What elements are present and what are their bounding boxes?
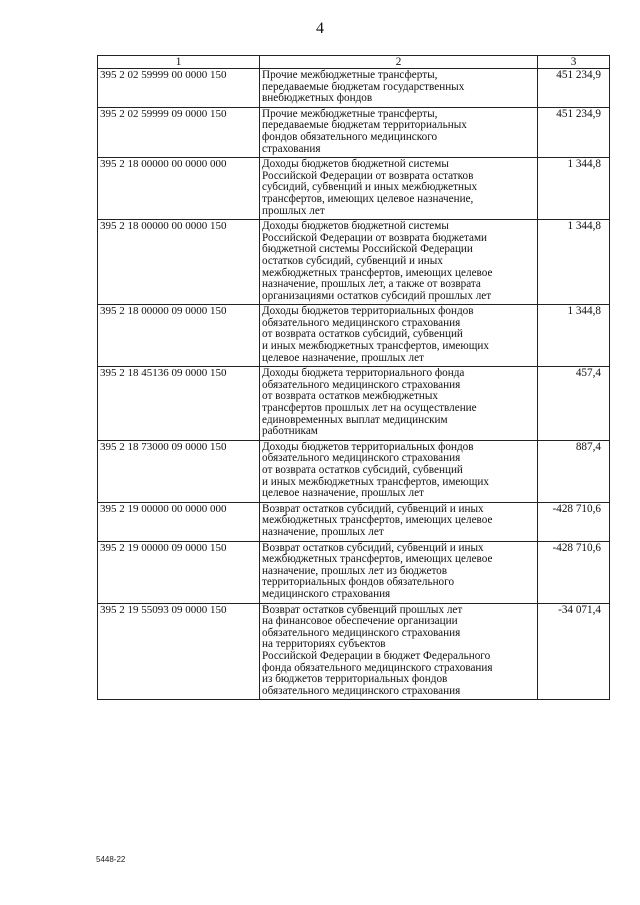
row-name: Доходы бюджета территориального фонда обязательного медицинского страхования от возврата остатков межбюджетных трансфертов прошлых лет на осуществление единовременных выплат медицинским работникам [260, 367, 538, 441]
row-code: 395 2 02 59999 09 0000 150 [98, 107, 260, 157]
column-header-code: 1 [98, 56, 260, 69]
row-amount: -428 710,6 [538, 502, 610, 541]
column-header-amount: 3 [538, 56, 610, 69]
table-row [98, 305, 610, 367]
row-code: 395 2 02 59999 00 0000 150 [98, 69, 260, 108]
header-row [98, 56, 610, 69]
row-code: 395 2 18 73000 09 0000 150 [98, 440, 260, 502]
row-amount: 451 234,9 [538, 107, 610, 157]
row-amount: 457,4 [538, 367, 610, 441]
row-code: 395 2 18 00000 09 0000 150 [98, 305, 260, 367]
table-row [98, 107, 610, 157]
row-name: Возврат остатков субсидий, субвенций и иных межбюджетных трансфертов, имеющих целевое назначение, прошлых лет из бюджетов территориальных фондов обязательного медицинского страхования [260, 541, 538, 603]
row-name: Возврат остатков субсидий, субвенций и иных межбюджетных трансфертов, имеющих целевое назначение, прошлых лет [260, 502, 538, 541]
table-row [98, 440, 610, 502]
page-number: 4 [316, 20, 324, 37]
row-code: 395 2 18 00000 00 0000 000 [98, 158, 260, 220]
document-footer-code: 5448-22 [96, 855, 126, 864]
row-amount: -428 710,6 [538, 541, 610, 603]
row-code: 395 2 18 00000 00 0000 150 [98, 220, 260, 305]
row-code: 395 2 19 55093 09 0000 150 [98, 603, 260, 700]
table-row [98, 69, 610, 108]
row-amount: 1 344,8 [538, 220, 610, 305]
table-row [98, 220, 610, 305]
table-row [98, 502, 610, 541]
row-code: 395 2 18 45136 09 0000 150 [98, 367, 260, 441]
row-amount: 451 234,9 [538, 69, 610, 108]
row-amount: 1 344,8 [538, 305, 610, 367]
row-name: Прочие межбюджетные трансферты, передаваемые бюджетам территориальных фондов обязательного медицинского страхования [260, 107, 538, 157]
row-name: Возврат остатков субвенций прошлых лет на финансовое обеспечение организации обязательного медицинского страхования на территориях субъектов Российской Федерации в бюджет Федерального фонда обязательного медицинского страхования из бюджетов территориальных фондов обязательного медицинского страхования [260, 603, 538, 700]
table-row [98, 158, 610, 220]
row-code: 395 2 19 00000 00 0000 000 [98, 502, 260, 541]
row-name: Доходы бюджетов территориальных фондов обязательного медицинского страхования от возврата остатков субсидий, субвенций и иных межбюджетных трансфертов, имеющих целевое назначение, прошлых лет [260, 440, 538, 502]
row-amount: 887,4 [538, 440, 610, 502]
table-row [98, 603, 610, 700]
table-row [98, 541, 610, 603]
row-name: Доходы бюджетов бюджетной системы Российской Федерации от возврата остатков субсидий, субвенций и иных межбюджетных трансфертов, имеющих целевое назначение, прошлых лет [260, 158, 538, 220]
row-name: Прочие межбюджетные трансферты, передаваемые бюджетам государственных внебюджетных фондов [260, 69, 538, 108]
column-header-name: 2 [260, 56, 538, 69]
table-body [98, 69, 610, 700]
table-row [98, 367, 610, 441]
row-amount: 1 344,8 [538, 158, 610, 220]
table-header [98, 56, 610, 69]
row-amount: -34 071,4 [538, 603, 610, 700]
row-name: Доходы бюджетов бюджетной системы Российской Федерации от возврата бюджетами бюджетной системы Российской Федерации остатков субсидий, субвенций и иных межбюджетных трансфертов, имеющих целевое назначение, прошлых лет, а также от возврата организациями остатков субсидий прошлых лет [260, 220, 538, 305]
row-name: Доходы бюджетов территориальных фондов обязательного медицинского страхования от возврата остатков субсидий, субвенций и иных межбюджетных трансфертов, имеющих целевое назначение, прошлых лет [260, 305, 538, 367]
budget-table [97, 55, 610, 700]
row-code: 395 2 19 00000 09 0000 150 [98, 541, 260, 603]
